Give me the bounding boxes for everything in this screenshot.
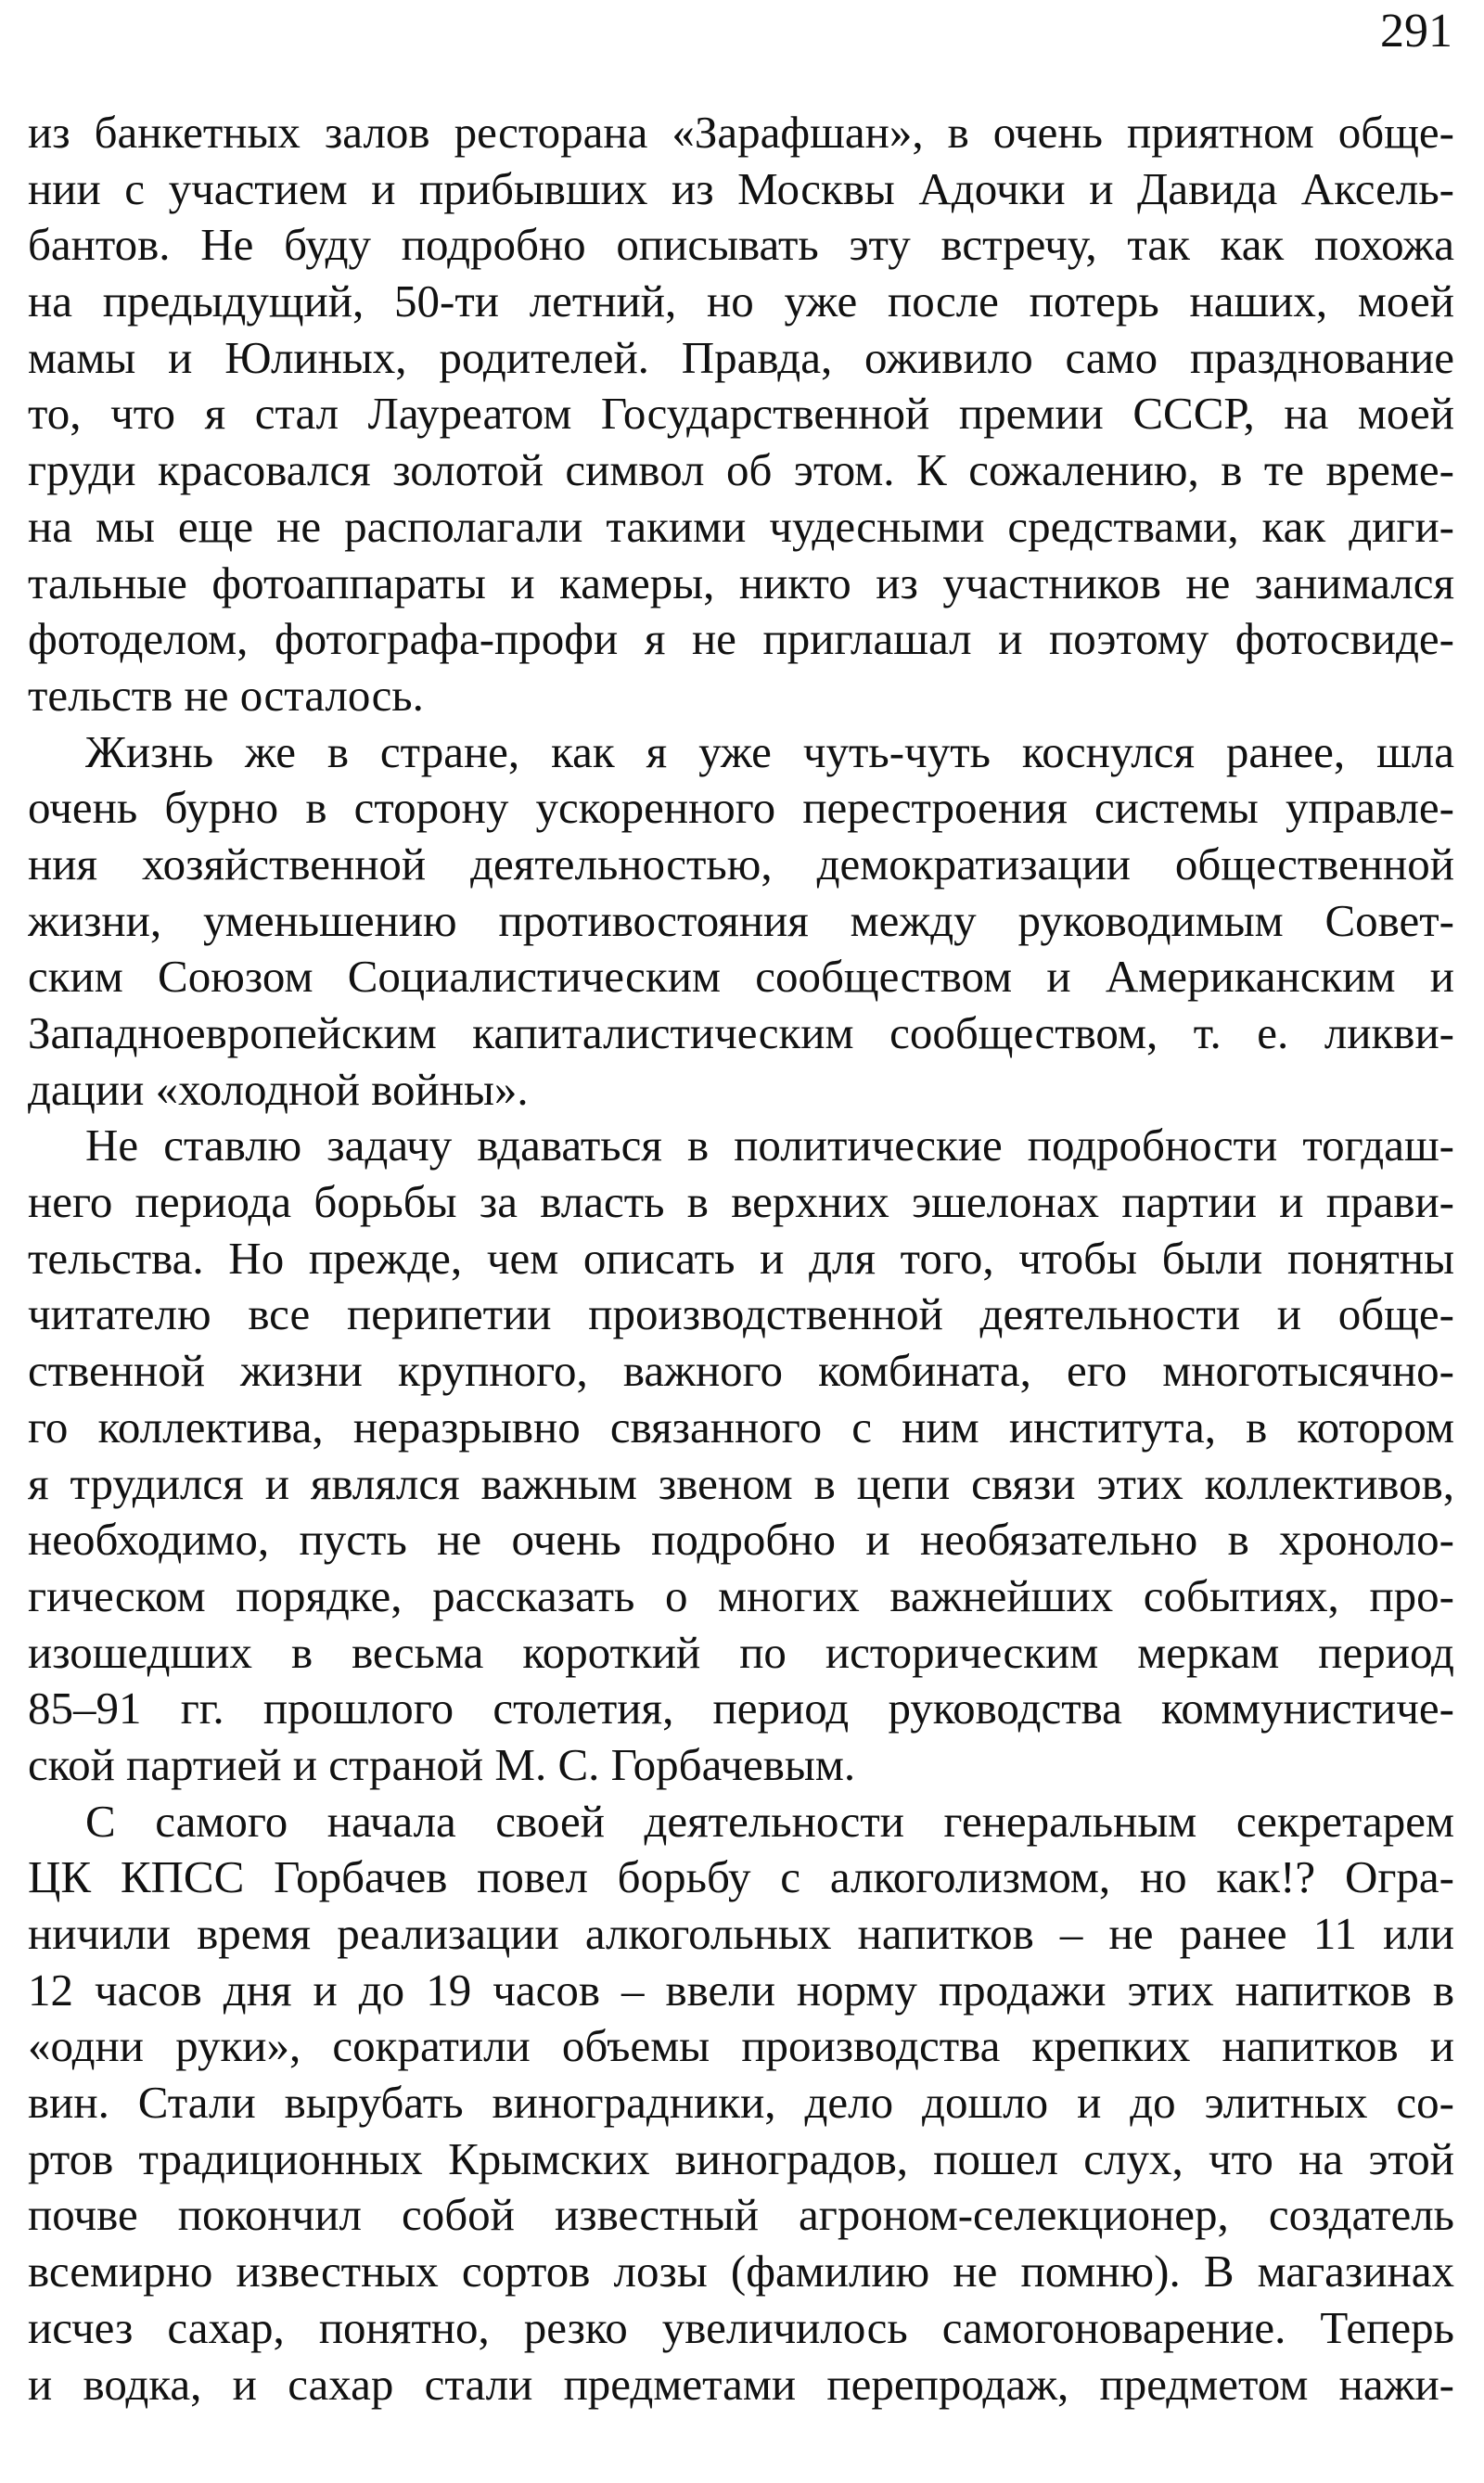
text-line: исчез сахар, понятно, резко увеличилось самогоноварение. Теперь [28, 2301, 1454, 2353]
text-line: фотоделом, фотографа-профи я не приглашал и поэтому фотосвиде- [28, 613, 1454, 665]
page-number: 291 [1380, 5, 1452, 58]
text-line: на предыдущий, 50-ти летний, но уже после потерь наших, моей [28, 275, 1454, 327]
text-line: тельств не осталось. [28, 669, 424, 721]
text-line: мамы и Юлиных, родителей. Правда, оживило само празднование [28, 331, 1454, 383]
text-line: груди красовался золотой символ об этом. К сожалению, в те време- [28, 444, 1454, 496]
text-line: бантов. Не буду подробно описывать эту встречу, так как похожа [28, 219, 1454, 271]
paragraph [28, 1118, 1454, 1793]
text-line: то, что я стал Лауреатом Государственной премии СССР, на моей [28, 388, 1454, 440]
paragraph [28, 1794, 1454, 2413]
paragraph [28, 724, 1454, 1119]
text-line: Западноевропейским капиталистическим сообществом, т. е. ликви- [28, 1007, 1454, 1058]
text-line: и водка, и сахар стали предметами перепродаж, предметом нажи- [28, 2358, 1454, 2410]
text-line: 85–91 гг. прошлого столетия, период руководства коммунистиче- [28, 1683, 1454, 1734]
text-line: ртов традиционных Крымских виноградов, пошел слух, что на этой [28, 2132, 1454, 2184]
text-line: я трудился и являлся важным звеном в цепи связи этих коллективов, [28, 1457, 1454, 1509]
text-line: дации «холодной войны». [28, 1063, 529, 1115]
text-line: необходимо, пусть не очень подробно и необязательно в хроноло- [28, 1514, 1454, 1566]
text-line: на мы еще не располагали такими чудесными средствами, как диги- [28, 500, 1454, 552]
text-line: изошедших в весьма короткий по историческим меркам период [28, 1626, 1454, 1678]
text-line: читателю все перипетии производственной деятельности и обще- [28, 1288, 1454, 1340]
text-line: из банкетных залов ресторана «Зарафшан», в очень приятном обще- [28, 107, 1454, 158]
text-line: С самого начала своей деятельности генеральным секретарем [85, 1795, 1454, 1847]
body-text [28, 105, 1454, 2413]
text-line: ским Союзом Социалистическим сообществом и Американским и [28, 951, 1454, 1003]
text-line: почве покончил собой известный агроном-селекционер, создатель [28, 2189, 1454, 2241]
paragraph [28, 105, 1454, 724]
text-line: ственной жизни крупного, важного комбината, его многотысячно- [28, 1345, 1454, 1397]
text-line: тальные фотоаппараты и камеры, никто из участников не занимался [28, 557, 1454, 608]
text-line: жизни, уменьшению противостояния между руководимым Совет- [28, 894, 1454, 946]
text-line: вин. Стали вырубать виноградники, дело дошло и до элитных со- [28, 2077, 1454, 2129]
text-line: 12 часов дня и до 19 часов – ввели норму продажи этих напитков в [28, 1964, 1454, 2016]
text-line: ничили время реализации алкогольных напитков – не ранее 11 или [28, 1908, 1454, 1959]
text-line: ЦК КПСС Горбачев повел борьбу с алкоголизмом, но как!? Огра- [28, 1851, 1454, 1903]
text-line: тельства. Но прежде, чем описать и для того, чтобы были понятны [28, 1232, 1454, 1284]
text-line: всемирно известных сортов лозы (фамилию не помню). В магазинах [28, 2246, 1454, 2297]
text-line: него периода борьбы за власть в верхних эшелонах партии и прави- [28, 1176, 1454, 1228]
text-line: гическом порядке, рассказать о многих важнейших событиях, про- [28, 1569, 1454, 1621]
text-line: Не ставлю задачу вдаваться в политические подробности тогдаш- [85, 1120, 1454, 1171]
text-line: очень бурно в сторону ускоренного перестроения системы управле- [28, 782, 1454, 834]
text-line: ской партией и страной М. С. Горбачевым. [28, 1738, 856, 1790]
text-line: Жизнь же в стране, как я уже чуть-чуть коснулся ранее, шла [85, 725, 1454, 777]
text-line: «одни руки», сократили объемы производства крепких напитков и [28, 2020, 1454, 2072]
text-line: нии с участием и прибывших из Москвы Адочки и Давида Аксель- [28, 162, 1454, 214]
text-line: го коллектива, неразрывно связанного с ним института, в котором [28, 1401, 1454, 1453]
text-line: ния хозяйственной деятельностью, демократизации общественной [28, 838, 1454, 890]
